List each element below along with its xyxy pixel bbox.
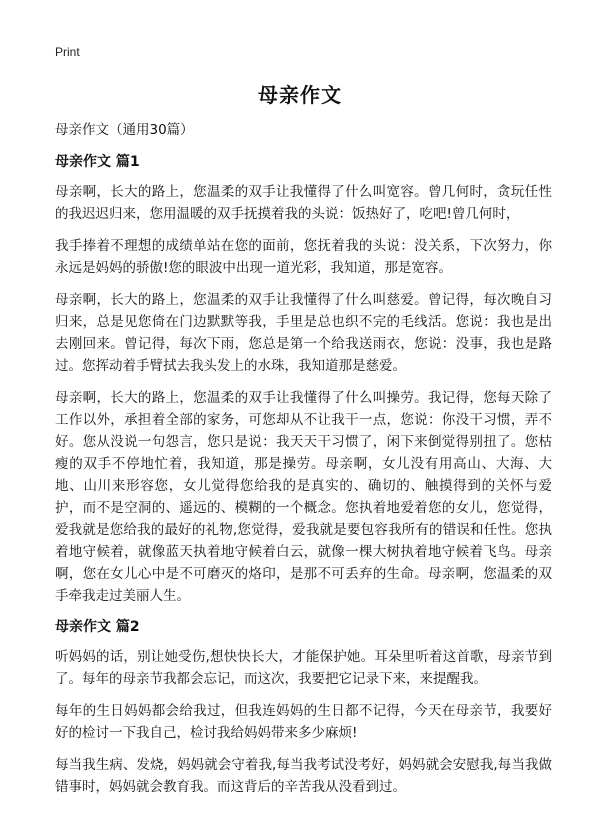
document-title: 母亲作文 [258,83,342,107]
essay-section-2 [55,617,552,798]
document-subtitle: 母亲作文（通用30篇） [55,122,194,138]
document-body [55,120,552,808]
paragraph: 听妈妈的话，别让她受伤,想快快长大，才能保护她。耳朵里听着这首歌，母亲节到了。每年的母亲节我都会忘记，而这次，我要把它记录下来，来提醒我。 [55,649,552,687]
paragraph: 我手捧着不理想的成绩单站在您的面前，您抚着我的头说：没关系，下次努力，你永远是妈妈的骄傲!您的眼波中出现一道光彩，我知道，那是宽容。 [55,238,552,276]
section-heading: 母亲作文 篇1 [55,154,140,170]
paragraph: 母亲啊，长大的路上，您温柔的双手让我懂得了什么叫慈爱。曾记得，每次晚自习归来，总是见您倚在门边默默等我，手里是总也织不完的毛线活。您说：我也是出去刚回来。曾记得，每次下雨，您总是第一个给我送雨衣，您说：没事，我也是路过。您挥动着手臂拭去我头发上的水珠，我知道那是慈爱。 [55,292,552,374]
section-heading: 母亲作文 篇2 [55,619,140,635]
print-link[interactable]: Print [55,45,80,59]
paragraph: 每当我生病、发烧，妈妈就会守着我,每当我考试没考好，妈妈就会安慰我,每当我做错事时，妈妈就会教育我。而这背后的辛苦我从没看到过。 [55,757,552,795]
essay-section-1 [55,152,552,607]
paragraph: 母亲啊，长大的路上，您温柔的双手让我懂得了什么叫操劳。我记得，您每天除了工作以外，承担着全部的家务，可您却从不让我干一点，您说：你没干习惯，弄不好。您从没说一句怨言，您只是说：我天天干习惯了，闲下来倒觉得别扭了。您枯瘦的双手不停地忙着，我知道，那是操劳。母亲啊，女儿没有用高山、大海、大地、山川来形容您，女儿觉得您给我的是真实的、确切的、触摸得到的关怀与爱护，而不是空洞的、遥远的、模糊的一个概念。您执着地爱着您的女儿，您觉得，爱我就是您给我的最好的礼物,您觉得，爱我就是要包容我所有的错误和任性。您执着地守候着，就像蓝天执着地守候着白云，就像一棵大树执着地守候着飞鸟。母亲啊，您在女儿心中是不可磨灭的烙印，是那不可丢弃的生命。母亲啊，您温柔的双手牵我走过美丽人生。 [55,390,552,604]
paragraph: 每年的生日妈妈都会给我过，但我连妈妈的生日都不记得，今天在母亲节，我要好好的检讨一下我自己，检讨我给妈妈带来多少麻烦! [55,703,552,741]
paragraph: 母亲啊，长大的路上，您温柔的双手让我懂得了什么叫宽容。曾几何时，贪玩任性的我迟迟归来，您用温暖的双手抚摸着我的头说：饭热好了，吃吧!曾几何时， [55,184,552,222]
